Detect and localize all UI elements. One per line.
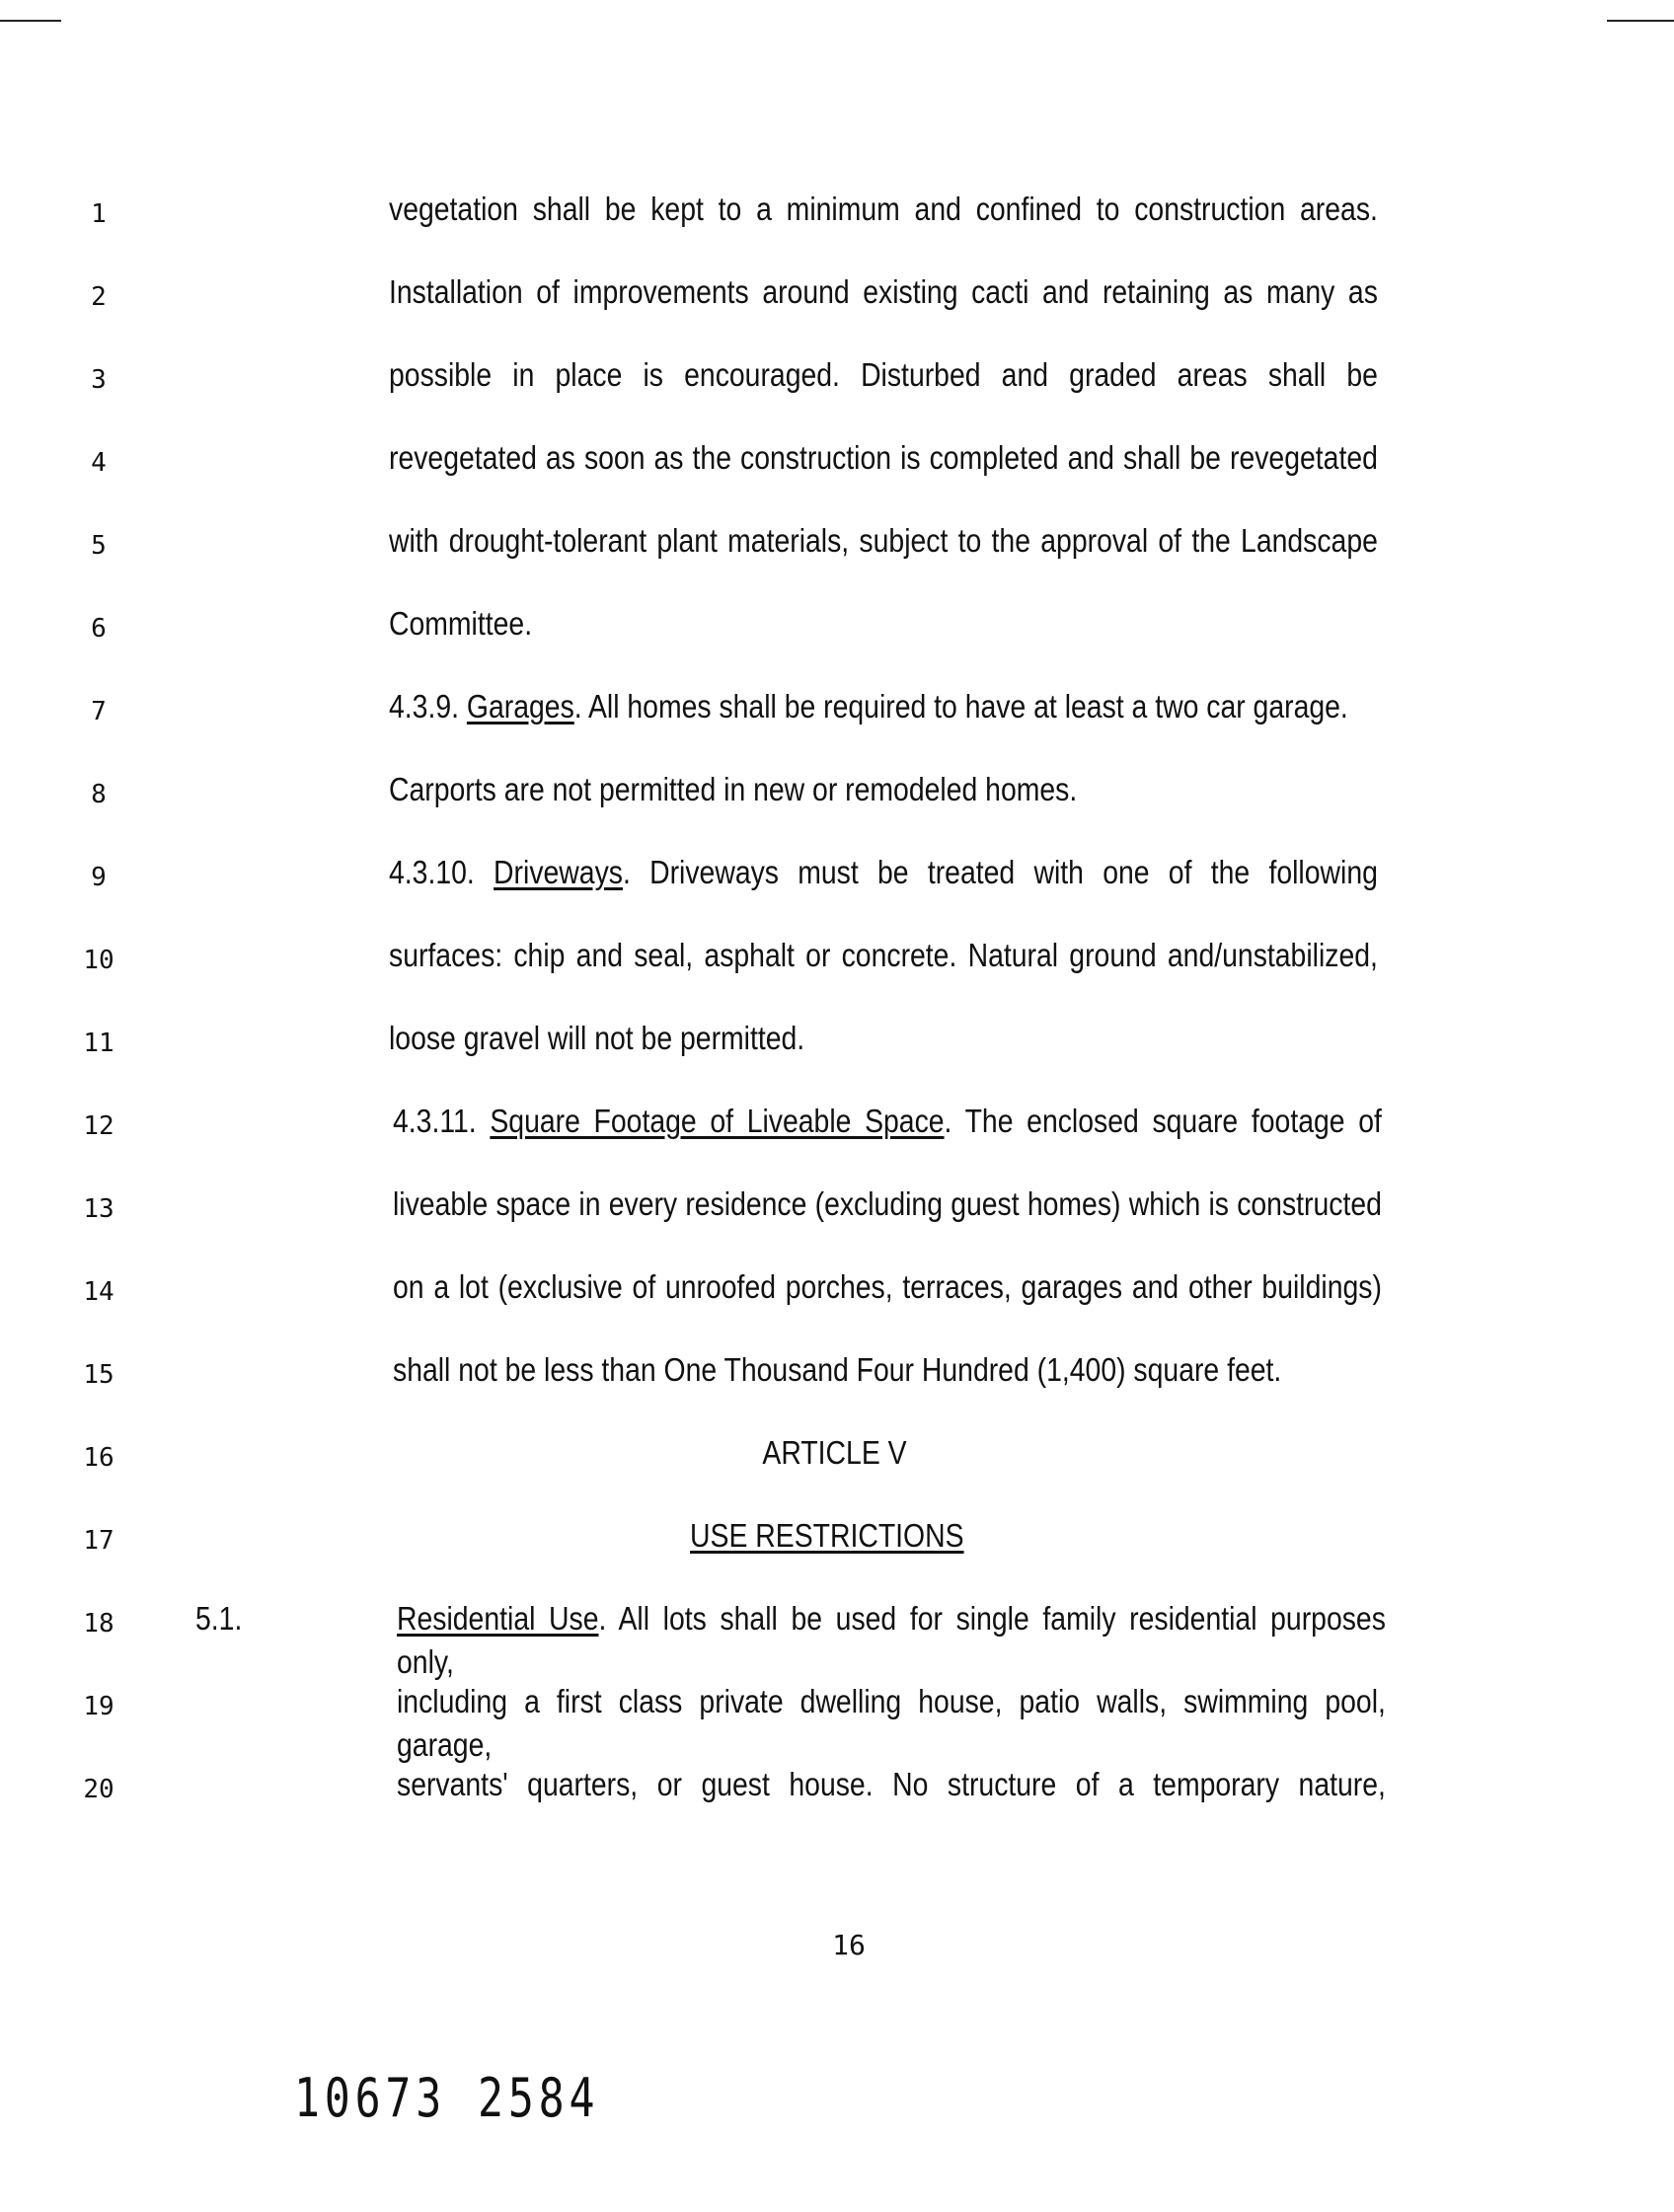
line-number: 11: [83, 1029, 114, 1058]
line-number: 16: [83, 1443, 114, 1473]
section-heading-residential-use: Residential Use: [397, 1600, 599, 1637]
recording-number: [294, 2067, 599, 2129]
section-heading-driveways: Driveways: [494, 854, 623, 890]
section-5-1: [397, 1597, 1386, 1684]
line-number: 18: [83, 1609, 114, 1639]
section-heading-garages: Garages: [466, 688, 574, 725]
line-number: 5: [91, 531, 107, 561]
text-line: loose gravel will not be permitted.: [389, 1020, 805, 1056]
text-line: on a lot (exclusive of unroofed porches, terraces, garages and other buildings): [393, 1268, 1382, 1305]
text-line: with drought-tolerant plant materials, subject to the approval of the Landscape: [389, 522, 1378, 559]
text-line: vegetation shall be kept to a minimum and confined to construction areas.: [389, 191, 1378, 227]
line-number: 13: [83, 1194, 114, 1224]
section-number: 4.3.11.: [393, 1103, 477, 1139]
text-line: revegetated as soon as the construction is completed and shall be revegetated: [389, 439, 1378, 476]
text-line: Carports are not permitted in new or remodeled homes.: [389, 771, 1078, 807]
text-line: including a first class private dwelling house, patio walls, swimming pool, garage,: [397, 1683, 1386, 1763]
line-number: 8: [91, 780, 107, 809]
text-line: Installation of improvements around existing cacti and retaining as many as: [389, 273, 1378, 310]
line-number: 3: [91, 365, 107, 395]
text-line: surfaces: chip and seal, asphalt or concrete. Natural ground and/unstabilized,: [389, 937, 1378, 973]
page-reference: 2584: [478, 2067, 600, 2129]
book-number: 10673: [294, 2067, 447, 2129]
line-number: 15: [83, 1360, 114, 1390]
line-number: 19: [83, 1692, 114, 1721]
section-text: . The enclosed square footage of: [944, 1103, 1382, 1139]
line-number: 17: [83, 1526, 114, 1556]
section-number: 4.3.10.: [389, 854, 475, 890]
section-text: . Driveways must be treated with one of the following: [622, 854, 1378, 890]
text-line: possible in place is encouraged. Disturbed and graded areas shall be: [389, 356, 1378, 393]
article-subtitle: USE RESTRICTIONS: [690, 1517, 964, 1554]
line-number: 7: [91, 697, 107, 726]
line-number: 1: [91, 199, 107, 229]
section-4-3-10: [389, 851, 1378, 894]
section-number: 4.3.9.: [389, 688, 460, 725]
line-number: 4: [91, 448, 107, 478]
line-number: 9: [91, 863, 107, 892]
section-text: . All homes shall be required to have at least a two car garage.: [573, 688, 1348, 725]
line-number: 6: [91, 614, 107, 644]
scan-rule-right: [1607, 20, 1674, 22]
section-number-5-1: 5.1.: [195, 1600, 243, 1637]
text-line: liveable space in every residence (excluding guest homes) which is constructed: [393, 1185, 1382, 1222]
section-4-3-9: [389, 685, 1348, 728]
line-number: 12: [83, 1111, 114, 1141]
section-4-3-11: [393, 1100, 1382, 1143]
page-number: 16: [832, 1929, 866, 1961]
line-number: 2: [91, 282, 107, 312]
section-heading-square-footage: Square Footage of Liveable Space: [490, 1103, 945, 1139]
line-number: 14: [83, 1277, 114, 1307]
line-number: 20: [83, 1775, 114, 1804]
article-title: ARTICLE V: [762, 1434, 907, 1471]
text-line: servants' quarters, or guest house. No structure of a temporary nature,: [397, 1766, 1386, 1802]
scan-rule-left: [0, 20, 61, 22]
text-line: shall not be less than One Thousand Four Hundred (1,400) square feet.: [393, 1351, 1282, 1388]
section-text: . All lots shall be used for single family residential purposes only,: [397, 1600, 1386, 1680]
text-line: Committee.: [389, 605, 533, 642]
line-number: 10: [83, 946, 114, 975]
